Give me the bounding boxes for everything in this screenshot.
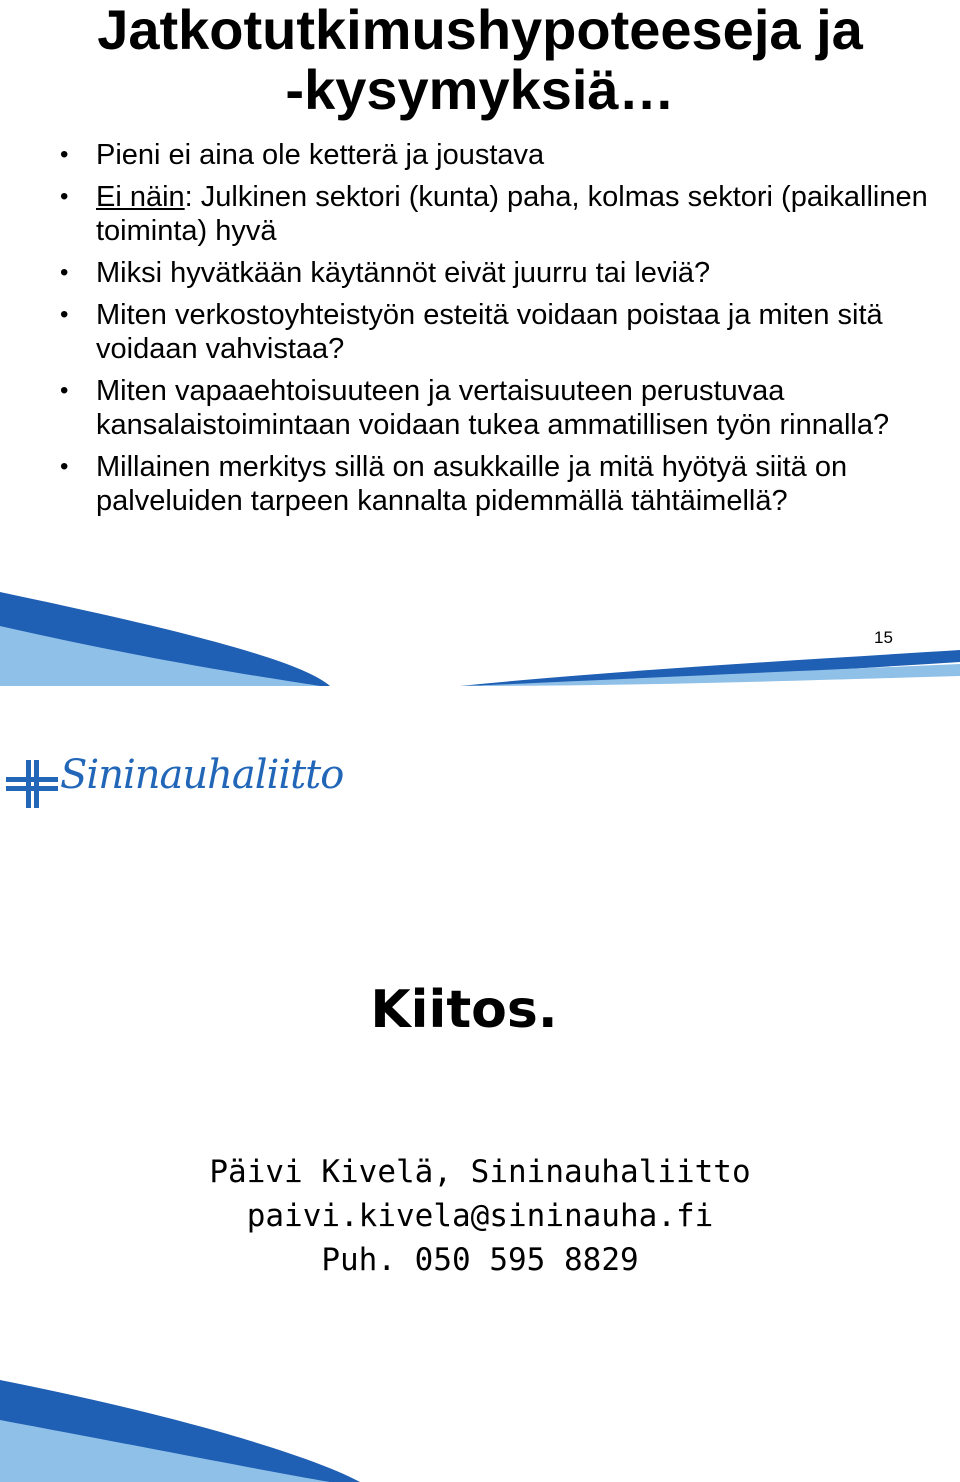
bullet-dot-icon: • [60, 141, 69, 168]
bullet-item [52, 450, 932, 518]
blue-swoosh-decoration [0, 590, 960, 690]
slide-title [0, 0, 960, 120]
bullet-text: Miten verkostoyhteistyön esteitä voidaan poistaa ja miten sitä voidaan vahvistaa? [96, 299, 883, 365]
bullet-dot-icon: • [60, 183, 69, 210]
bullet-dot-icon: • [60, 259, 69, 286]
bullet-text: Miten vapaaehtoisuuteen ja vertaisuuteen perustuvaa kansalaistoimintaan voidaan tukea ammatillisen työn rinnalla? [96, 375, 890, 441]
bullet-text: Miksi hyvätkään käytännöt eivät juurru tai leviä? [96, 257, 711, 289]
blue-swoosh-decoration-bottom [0, 1370, 960, 1482]
bullet-item [52, 374, 932, 442]
cross-emblem-icon [6, 760, 58, 808]
bullet-text: Pieni ei aina ole ketterä ja joustava [96, 139, 545, 171]
page-number: 15 [874, 628, 893, 647]
bullet-underlined-text: Ei näin [96, 181, 185, 213]
slide-title-line-2: -kysymyksiä… [285, 58, 675, 121]
bullet-dot-icon: • [60, 301, 69, 328]
bullet-dot-icon: • [60, 453, 69, 480]
slide-title-line-1: Jatkotutkimushypoteeseja ja [97, 0, 863, 61]
contact-phone: Puh. 050 595 8829 [321, 1242, 639, 1278]
logo-wordmark: Sininauhaliitto [60, 752, 344, 798]
bullet-list [52, 138, 932, 526]
bullet-item [52, 256, 932, 290]
bullet-text: Millainen merkitys sillä on asukkaille ja mitä hyötyä siitä on palveluiden tarpeen kannalta pidemmällä tähtäimellä? [96, 451, 848, 517]
contact-email[interactable]: paivi.kivela@sininauha.fi [246, 1198, 714, 1234]
bullet-text: : Julkinen sektori (kunta) paha, kolmas sektori (paikallinen toiminta) hyvä [96, 181, 928, 247]
bullet-item [52, 298, 932, 366]
contact-name: Päivi Kivelä, Sininauhaliitto [209, 1154, 751, 1190]
bullet-dot-icon: • [60, 377, 69, 404]
contact-block [0, 1150, 960, 1282]
bullet-item [52, 180, 932, 248]
thanks-heading: Kiitos. [370, 980, 558, 1040]
bullet-item [52, 138, 932, 172]
